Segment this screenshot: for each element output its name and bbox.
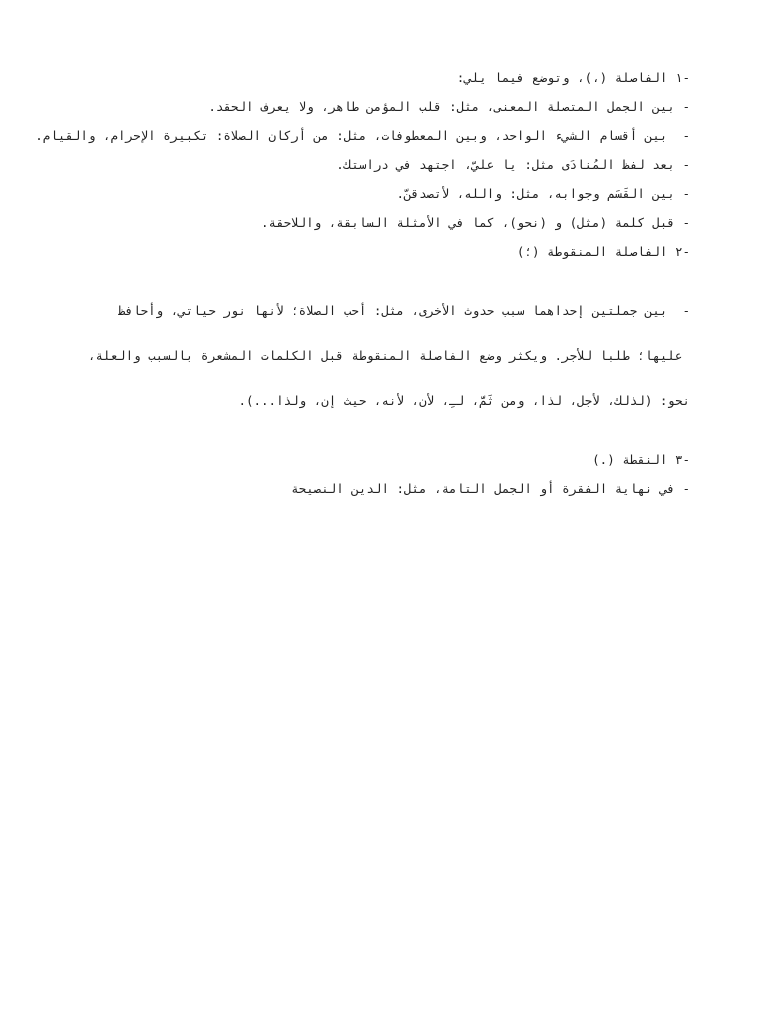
period-rule: - في نهاية الفقرة أو الجمل التامة، مثل: الدين النصيحة [291,481,690,496]
comma-rule-5: - قبل كلمة (مثل) و (نحو)، كما في الأمثلة السابقة، واللاحقة. [261,215,690,230]
comma-rule-4: - بين القَسَم وجوابه، مثل: والله، لأتصدقنّ. [396,186,690,201]
comma-rule-2-text: - بين أقسام الشيء الواحد، وبين المعطوفات، مثل: من أركان الصلاة: تكبيرة الإحرام، والقيام. [35,128,690,143]
document-body [35,70,690,510]
semicolon-rule-line-3: نحو: (لذلك، لأجل، لذا، ومن ثَمَّ، لـِ، لأن، لأنه، حيث إن، ولذا...). [238,393,690,408]
heading-comma: -١ الفاصلة (،)، وتوضع فيما يلي: [456,70,690,85]
semicolon-rule [70,273,690,438]
heading-semicolon: -٢ الفاصلة المنقوطة (؛) [516,244,690,259]
semicolon-rule-line-2: عليها؛ طلبا للأجر. ويكثر وضع الفاصلة المنقوطة قبل الكلمات المشعرة بالسبب والعلة، [87,348,690,363]
comma-rule-2 [35,128,690,143]
comma-rule-3: - بعد لفظ المُنادَى مثل: يا عليّ، اجتهد في دراستك. [336,157,690,172]
semicolon-rule-line-1: - بين جملتين إحداهما سبب حدوث الأخرى، مثل: أحب الصلاة؛ لأنها نور حياتي، وأحافظ [118,303,690,318]
heading-period: -٣ النقطة (.) [592,452,690,467]
comma-rule-1: - بين الجمل المتصلة المعنى، مثل: قلب المؤمن طاهر، ولا يعرف الحقد. [208,99,690,114]
